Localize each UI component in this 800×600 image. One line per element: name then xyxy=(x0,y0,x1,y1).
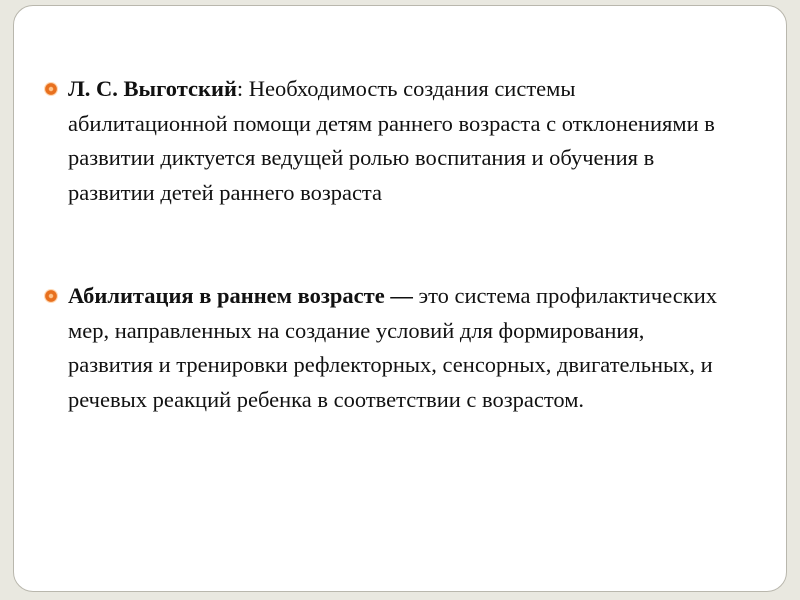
bullet-term: Л. С. Выготский xyxy=(68,76,237,101)
bullet-text: это система профилактических мер, направленных на создание условий для формирования, развития и тренировки рефлекторных, сенсорных, двигательных, и речевых реакций ребенка в соответствии с возрастом. xyxy=(68,283,718,412)
bullet-separator: : xyxy=(236,76,249,101)
orange-circle-bullet-icon xyxy=(44,289,58,303)
bullet-term: Абилитация в раннем возрасте — xyxy=(68,283,413,308)
bullet-text: Необходимость создания системы абилитационной помощи детям раннего возраста с отклонениями в развитии диктуется ведущей ролью воспитания и обучения в развитии детей раннего возраста xyxy=(68,76,715,205)
slide-content xyxy=(44,72,734,417)
bullet-item-vygotsky xyxy=(44,72,734,210)
slide-card xyxy=(13,5,787,592)
orange-circle-bullet-icon xyxy=(44,82,58,96)
bullet-item-abilitation xyxy=(44,279,734,417)
